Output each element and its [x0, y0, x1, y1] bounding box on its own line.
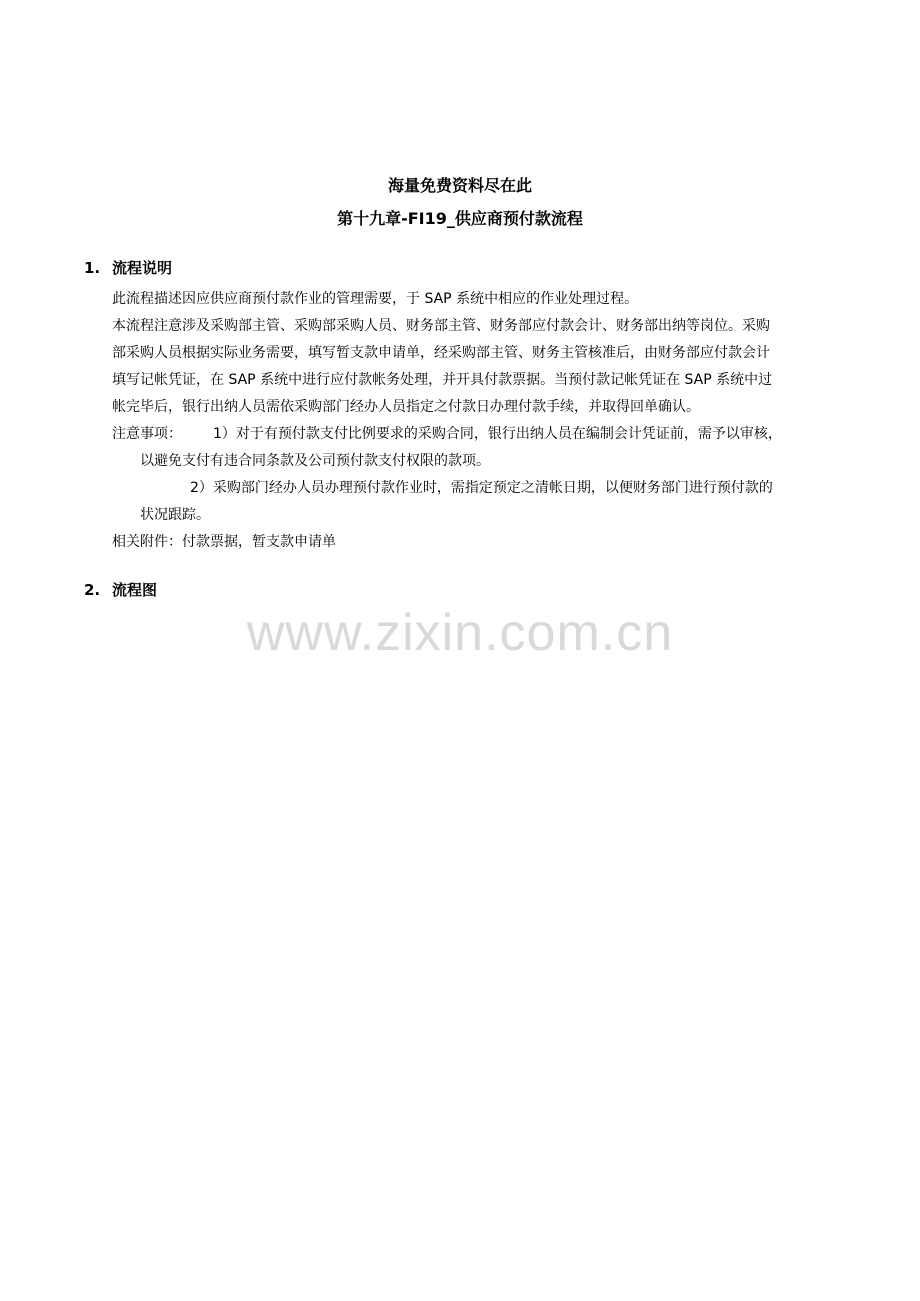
section-number: 2. [84, 581, 101, 599]
note-item-1: 1）对于有预付款支付比例要求的采购合同，银行出纳人员在编制会计凭证前，需予以审核， [213, 426, 782, 442]
paragraph-line: 此流程描述因应供应商预付款作业的管理需要，于 SAP 系统中相应的作业处理过程。 [112, 291, 639, 307]
section-heading-process-description [84, 257, 172, 278]
watermark-text: www.zixin.com.cn [246, 604, 674, 662]
paragraph-line: 帐完毕后，银行出纳人员需依采购部门经办人员指定之付款日办理付款手续，并取得回单确认。 [112, 399, 700, 415]
section-heading-flowchart [84, 579, 157, 600]
paragraph-line: 填写记帐凭证，在 SAP 系统中进行应付款帐务处理，并开具付款票据。当预付款记帐凭证在 SAP 系统中过 [112, 372, 773, 388]
section-number: 1. [84, 259, 101, 277]
note-item-1-continued: 以避免支付有违合同条款及公司预付款支付权限的款项。 [140, 453, 490, 469]
paragraph-line: 部采购人员根据实际业务需要，填写暂支款申请单，经采购部主管、财务主管核准后，由财务部应付款会计 [112, 345, 770, 361]
note-item-2: 2）采购部门经办人员办理预付款作业时，需指定预定之清帐日期，以便财务部门进行预付款的 [190, 480, 773, 496]
document-header: 海量免费资料尽在此 [387, 176, 532, 195]
paragraph-line: 本流程注意涉及采购部主管、采购部采购人员、财务部主管、财务部应付款会计、财务部出纳等岗位。采购 [112, 318, 770, 334]
attachments-line: 相关附件：付款票据，暂支款申请单 [112, 534, 336, 550]
notes-label: 注意事项： [112, 426, 182, 442]
section-title: 流程说明 [112, 259, 173, 277]
note-item-2-continued: 状况跟踪。 [140, 507, 210, 523]
section-title: 流程图 [112, 581, 158, 599]
document-title: 第十九章-FI19_供应商预付款流程 [337, 209, 583, 228]
